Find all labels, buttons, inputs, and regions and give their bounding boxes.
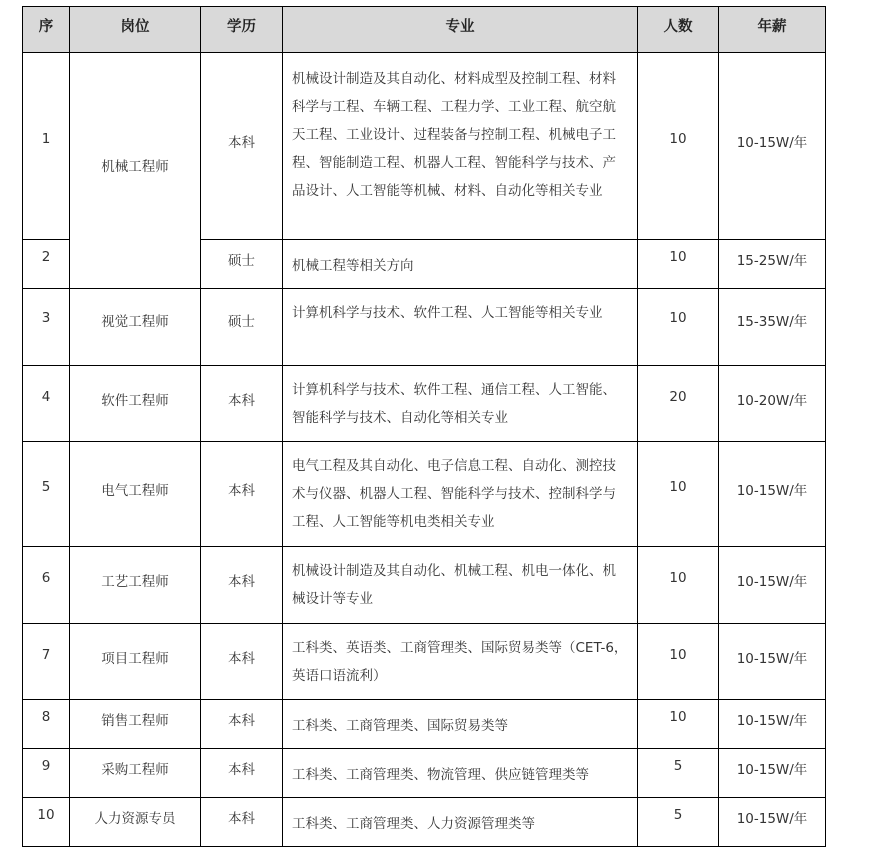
- table-row: [23, 624, 826, 700]
- cell-position: 采购工程师: [70, 749, 201, 798]
- cell-degree: 本科: [201, 749, 283, 798]
- cell-position: 销售工程师: [70, 700, 201, 749]
- cell-no: 6: [23, 547, 70, 624]
- cell-count: 10: [638, 547, 719, 624]
- table-row: [23, 547, 826, 624]
- cell-position: 视觉工程师: [70, 289, 201, 366]
- cell-count: 10: [638, 289, 719, 366]
- cell-count: 10: [638, 240, 719, 289]
- cell-major: 电气工程及其自动化、电子信息工程、自动化、测控技术与仪器、机器人工程、智能科学与技术、控制科学与工程、人工智能等机电类相关专业: [283, 442, 638, 547]
- cell-degree: 本科: [201, 442, 283, 547]
- cell-count: 20: [638, 366, 719, 442]
- cell-degree: 硕士: [201, 289, 283, 366]
- cell-salary: 10-15W/年: [719, 53, 826, 240]
- cell-count: 10: [638, 442, 719, 547]
- header-count: 人数: [638, 7, 719, 53]
- cell-salary: 15-35W/年: [719, 289, 826, 366]
- cell-no: 3: [23, 289, 70, 366]
- table-row: [23, 749, 826, 798]
- cell-degree: 本科: [201, 366, 283, 442]
- cell-no: 7: [23, 624, 70, 700]
- cell-salary: 15-25W/年: [719, 240, 826, 289]
- cell-salary: 10-15W/年: [719, 700, 826, 749]
- cell-salary: 10-15W/年: [719, 624, 826, 700]
- cell-position: 软件工程师: [70, 366, 201, 442]
- cell-salary: 10-20W/年: [719, 366, 826, 442]
- table-row: [23, 798, 826, 847]
- cell-no: 4: [23, 366, 70, 442]
- cell-major: 机械工程等相关方向: [283, 240, 638, 289]
- cell-no: 10: [23, 798, 70, 847]
- cell-count: 10: [638, 53, 719, 240]
- cell-major: 工科类、工商管理类、物流管理、供应链管理类等: [283, 749, 638, 798]
- cell-no: 9: [23, 749, 70, 798]
- header-salary: 年薪: [719, 7, 826, 53]
- table-row: [23, 442, 826, 547]
- job-table: [22, 6, 826, 847]
- cell-no: 2: [23, 240, 70, 289]
- cell-salary: 10-15W/年: [719, 749, 826, 798]
- cell-degree: 本科: [201, 700, 283, 749]
- cell-major: 工科类、工商管理类、国际贸易类等: [283, 700, 638, 749]
- cell-salary: 10-15W/年: [719, 442, 826, 547]
- cell-no: 1: [23, 53, 70, 240]
- header-degree: 学历: [201, 7, 283, 53]
- cell-major: 计算机科学与技术、软件工程、通信工程、人工智能、智能科学与技术、自动化等相关专业: [283, 366, 638, 442]
- cell-major: 机械设计制造及其自动化、机械工程、机电一体化、机械设计等专业: [283, 547, 638, 624]
- cell-degree: 硕士: [201, 240, 283, 289]
- cell-degree: 本科: [201, 53, 283, 240]
- cell-no: 5: [23, 442, 70, 547]
- cell-major: 工科类、工商管理类、人力资源管理类等: [283, 798, 638, 847]
- cell-position: 工艺工程师: [70, 547, 201, 624]
- cell-degree: 本科: [201, 798, 283, 847]
- cell-count: 5: [638, 749, 719, 798]
- header-no: 序: [23, 7, 70, 53]
- cell-major: 计算机科学与技术、软件工程、人工智能等相关专业: [283, 289, 638, 366]
- cell-no: 8: [23, 700, 70, 749]
- cell-count: 10: [638, 624, 719, 700]
- cell-position: 项目工程师: [70, 624, 201, 700]
- cell-salary: 10-15W/年: [719, 547, 826, 624]
- header-major: 专业: [283, 7, 638, 53]
- cell-count: 10: [638, 700, 719, 749]
- header-position: 岗位: [70, 7, 201, 53]
- cell-count: 5: [638, 798, 719, 847]
- cell-position: 电气工程师: [70, 442, 201, 547]
- cell-major: 机械设计制造及其自动化、材料成型及控制工程、材料科学与工程、车辆工程、工程力学、工业工程、航空航天工程、工业设计、过程装备与控制工程、机械电子工程、智能制造工程、机器人工程、智能科学与技术、产品设计、人工智能等机械、材料、自动化等相关专业: [283, 53, 638, 240]
- cell-position: 人力资源专员: [70, 798, 201, 847]
- cell-degree: 本科: [201, 624, 283, 700]
- table-row: [23, 366, 826, 442]
- table-row: [23, 289, 826, 366]
- cell-degree: 本科: [201, 547, 283, 624]
- cell-position: 机械工程师: [70, 53, 201, 289]
- cell-major: 工科类、英语类、工商管理类、国际贸易类等（CET-6，英语口语流利）: [283, 624, 638, 700]
- table-row: [23, 700, 826, 749]
- header-row: [23, 7, 826, 53]
- cell-salary: 10-15W/年: [719, 798, 826, 847]
- table-row: [23, 53, 826, 240]
